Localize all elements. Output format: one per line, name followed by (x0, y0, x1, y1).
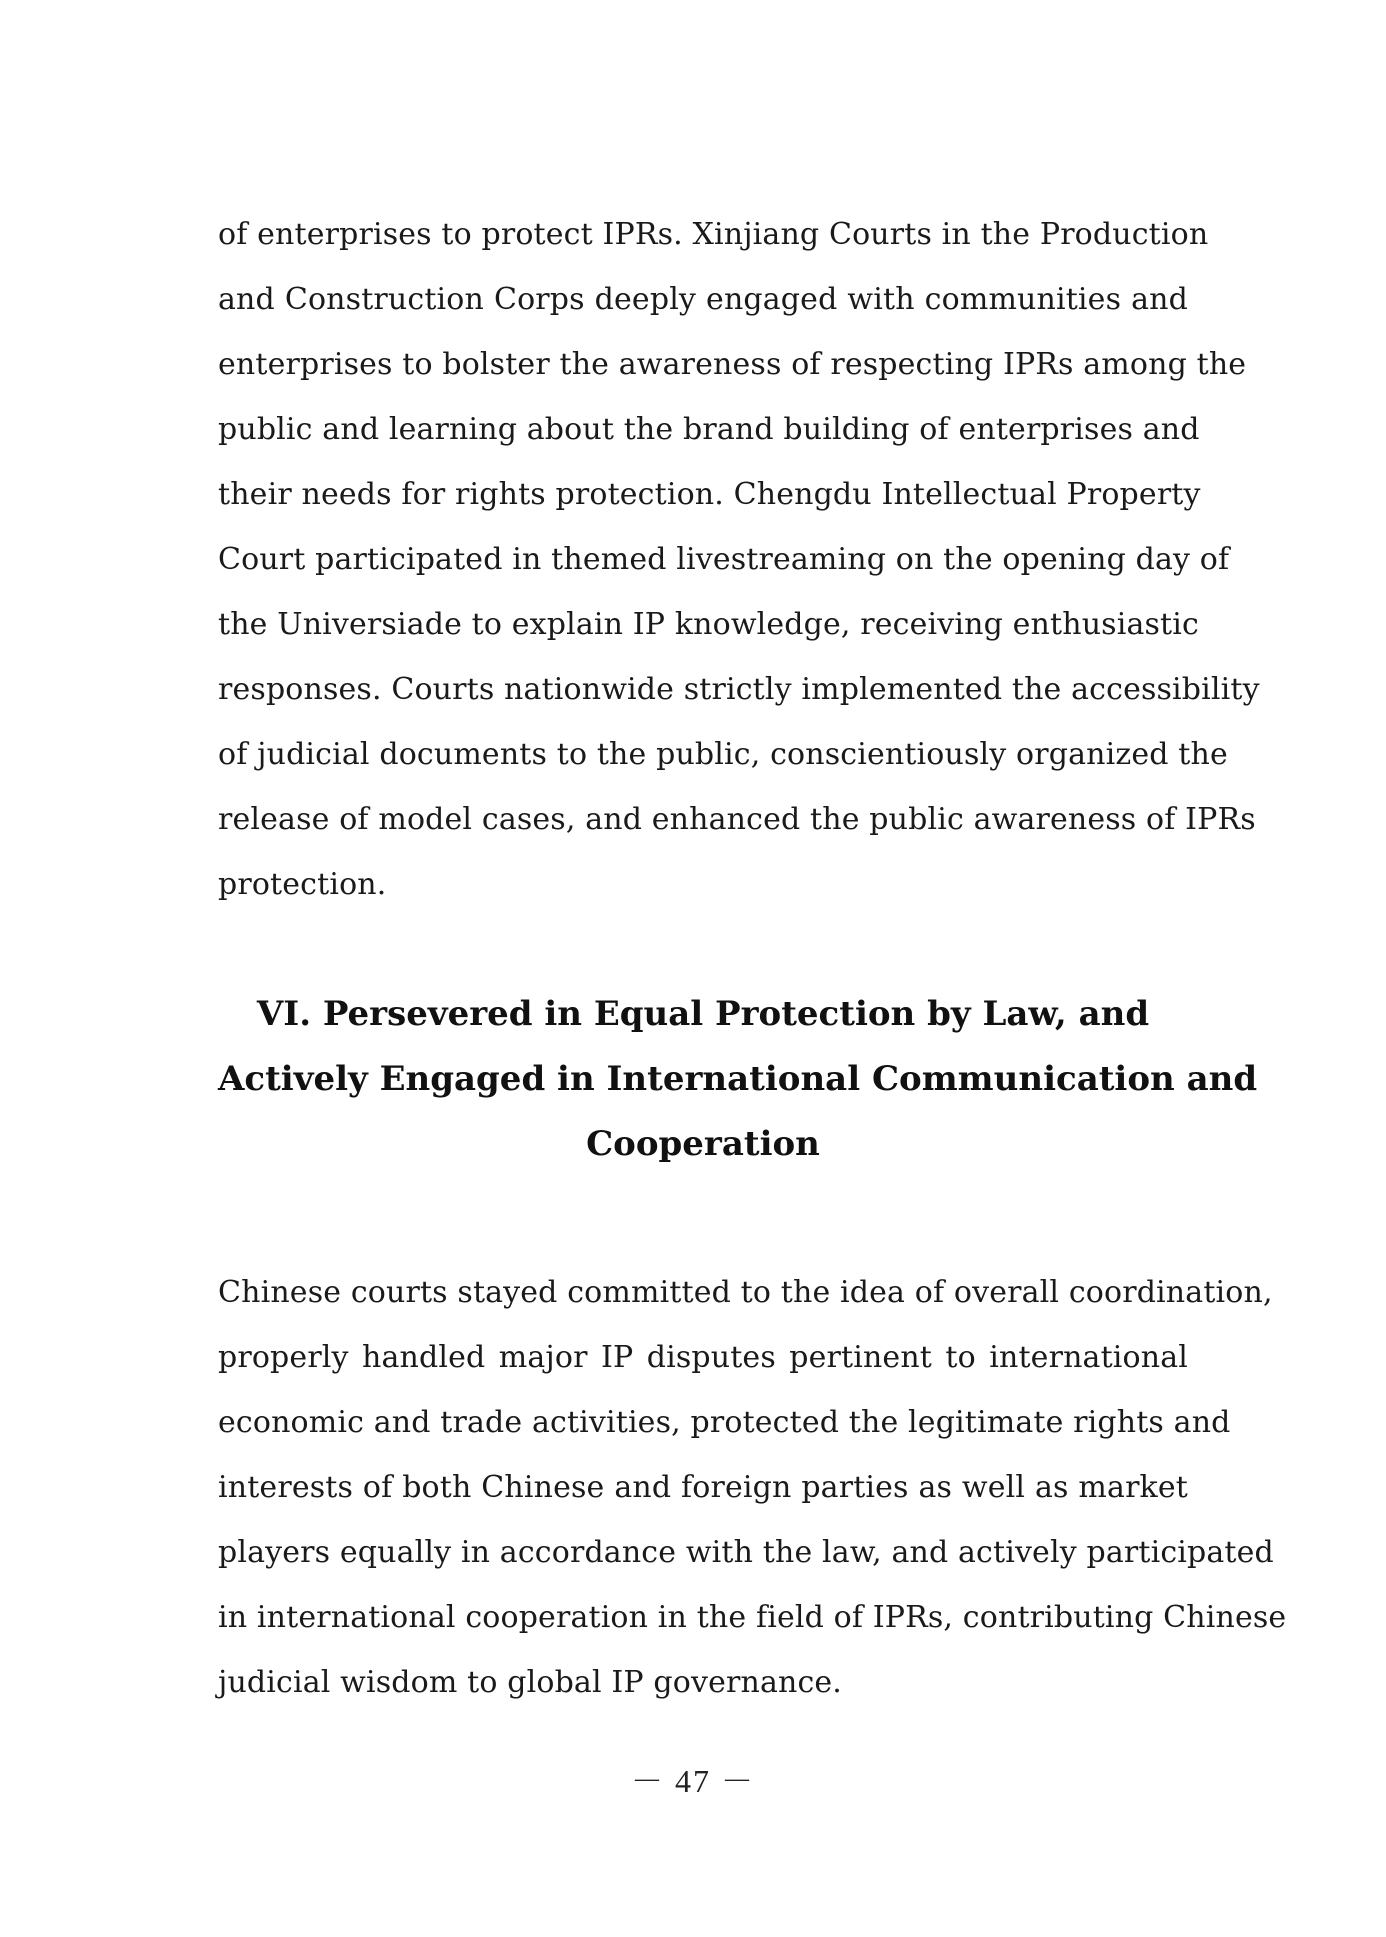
paragraph-line: enterprises to bolster the awareness of respecting IPRs among the (218, 347, 1247, 382)
paragraph-line: public and learning about the brand building of enterprises and (218, 412, 1200, 447)
paragraph-line: of judicial documents to the public, conscientiously organized the (218, 737, 1228, 772)
paragraph-line: judicial wisdom to global IP governance. (218, 1665, 842, 1700)
paragraph-line: responses. Courts nationwide strictly implemented the accessibility (218, 672, 1260, 707)
paragraph-line: their needs for rights protection. Chengdu Intellectual Property (218, 477, 1201, 512)
paragraph-line: properly handled major IP disputes pertinent to international (218, 1340, 1188, 1375)
paragraph-line: Court participated in themed livestreaming on the opening day of (218, 542, 1230, 577)
page-number: － 47 － (630, 1763, 755, 1799)
section-heading-line: Cooperation (586, 1124, 820, 1164)
paragraph-line: players equally in accordance with the law, and actively participated (218, 1535, 1274, 1570)
paragraph-line: the Universiade to explain IP knowledge, receiving enthusiastic (218, 607, 1199, 642)
paragraph-line: interests of both Chinese and foreign parties as well as market (218, 1470, 1188, 1505)
paragraph-line: economic and trade activities, protected the legitimate rights and (218, 1405, 1231, 1440)
paragraph-line: release of model cases, and enhanced the public awareness of IPRs (218, 802, 1256, 837)
section-heading (218, 982, 1258, 1177)
paragraph-line: protection. (218, 867, 387, 902)
paragraph-line: Chinese courts stayed committed to the idea of overall coordination, (218, 1275, 1273, 1310)
body-paragraph-2 (218, 1260, 1287, 1715)
section-heading-line: VI. Persevered in Equal Protection by Law, and (256, 994, 1150, 1034)
section-heading-line: Actively Engaged in International Communication and (218, 1059, 1258, 1099)
body-paragraph-1 (218, 202, 1260, 917)
paragraph-line: and Construction Corps deeply engaged with communities and (218, 282, 1188, 317)
paragraph-line: of enterprises to protect IPRs. Xinjiang Courts in the Production (218, 217, 1209, 252)
paragraph-line: in international cooperation in the field of IPRs, contributing Chinese (218, 1600, 1287, 1635)
